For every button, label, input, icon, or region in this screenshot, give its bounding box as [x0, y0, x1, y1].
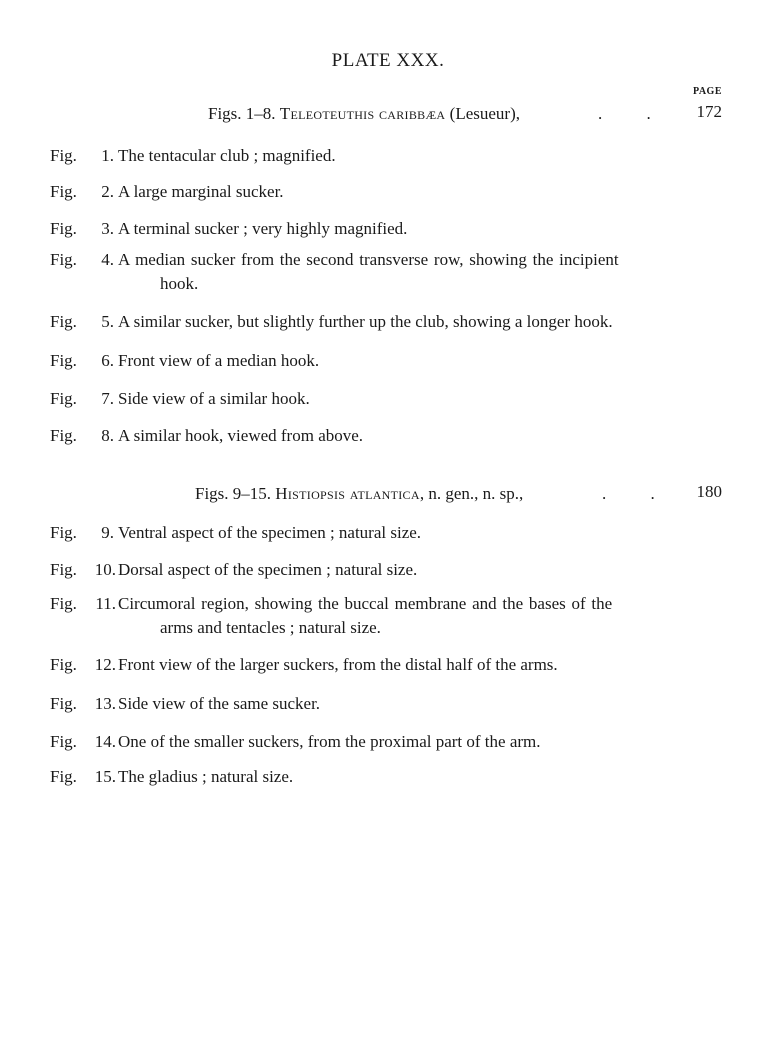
fig-number: 6.	[101, 351, 114, 370]
fig-label: Fig.	[50, 694, 77, 713]
fig-label: Fig.	[50, 594, 77, 613]
species-authority: (Lesueur),	[449, 104, 520, 123]
page-number-2: 180	[696, 482, 722, 501]
species-name: Histiopsis atlantica	[275, 484, 420, 503]
figure-entry	[50, 426, 730, 450]
fig-description: One of the smaller suckers, from the proximal part of the arm.	[118, 732, 541, 751]
figure-entry	[50, 351, 730, 375]
fig-label: Fig.	[50, 250, 77, 269]
fig-label: Fig.	[50, 523, 77, 542]
fig-description: A terminal sucker ; very highly magnified.	[118, 219, 408, 238]
species-authority: , n. gen., n. sp.,	[419, 484, 524, 503]
fig-number: 3.	[101, 219, 114, 238]
page-column-label: PAGE	[692, 86, 722, 97]
fig-label: Fig.	[50, 146, 77, 165]
page-number-1: 172	[696, 102, 722, 121]
fig-number: 8.	[101, 426, 114, 445]
fig-description-continued: arms and tentacles ; natural size.	[160, 618, 381, 637]
fig-description: A median sucker from the second transverse row, showing the incipient	[118, 250, 619, 269]
section-heading-1	[208, 104, 520, 124]
fig-number: 7.	[101, 389, 114, 408]
fig-label: Fig.	[50, 182, 77, 201]
fig-label: Fig.	[50, 312, 77, 331]
leader-dots: . .	[602, 484, 655, 503]
section-heading-2	[195, 484, 523, 504]
fig-description: Side view of a similar hook.	[118, 389, 310, 408]
fig-number: 12.	[94, 655, 116, 674]
fig-description-continued: hook.	[160, 274, 199, 293]
fig-label: Fig.	[50, 560, 77, 579]
fig-description: Side view of the same sucker.	[118, 694, 321, 713]
fig-description: Ventral aspect of the specimen ; natural size.	[118, 523, 422, 542]
figure-entry	[50, 767, 730, 791]
fig-label: Fig.	[50, 732, 77, 751]
figure-entry	[50, 732, 730, 756]
fig-label: Fig.	[50, 655, 77, 674]
fig-description: The tentacular club ; magnified.	[118, 146, 336, 165]
fig-number: 11.	[95, 594, 116, 613]
figure-entry	[50, 655, 730, 679]
fig-label: Fig.	[50, 219, 77, 238]
fig-number: 10.	[94, 560, 116, 579]
figure-entry	[50, 219, 730, 243]
figure-entry	[50, 312, 730, 336]
fig-number: 13.	[94, 694, 116, 713]
figure-entry	[50, 594, 730, 642]
fig-number: 2.	[101, 182, 114, 201]
section-prefix: Figs. 1–8.	[208, 104, 276, 123]
figure-entry	[50, 389, 730, 413]
fig-description: A large marginal sucker.	[118, 182, 284, 201]
figure-entry	[50, 523, 730, 547]
fig-number: 1.	[101, 146, 114, 165]
leader-dots: . .	[598, 104, 651, 123]
fig-label: Fig.	[50, 351, 77, 370]
figure-entry	[50, 146, 730, 170]
fig-description: Circumoral region, showing the buccal membrane and the bases of the	[118, 594, 613, 613]
section-prefix: Figs. 9–15.	[195, 484, 272, 503]
fig-number: 15.	[94, 767, 116, 786]
figure-entry	[50, 694, 730, 718]
fig-description: A similar hook, viewed from above.	[118, 426, 364, 445]
fig-label: Fig.	[50, 389, 77, 408]
fig-number: 4.	[101, 250, 114, 269]
figure-entry	[50, 250, 730, 298]
species-name: Teleoteuthis caribbæa	[279, 104, 446, 123]
figure-entry	[50, 182, 730, 206]
fig-description: Front view of a median hook.	[118, 351, 320, 370]
fig-description: The gladius ; natural size.	[118, 767, 294, 786]
fig-number: 5.	[101, 312, 114, 331]
fig-label: Fig.	[50, 426, 77, 445]
fig-description: Front view of the larger suckers, from the distal half of the arms.	[118, 655, 558, 674]
fig-label: Fig.	[50, 767, 77, 786]
fig-description: A similar sucker, but slightly further up the club, showing a longer hook.	[118, 312, 613, 331]
figure-entry	[50, 560, 730, 584]
fig-number: 9.	[101, 523, 114, 542]
fig-number: 14.	[94, 732, 116, 751]
plate-title: PLATE XXX.	[331, 50, 445, 71]
fig-description: Dorsal aspect of the specimen ; natural size.	[118, 560, 418, 579]
